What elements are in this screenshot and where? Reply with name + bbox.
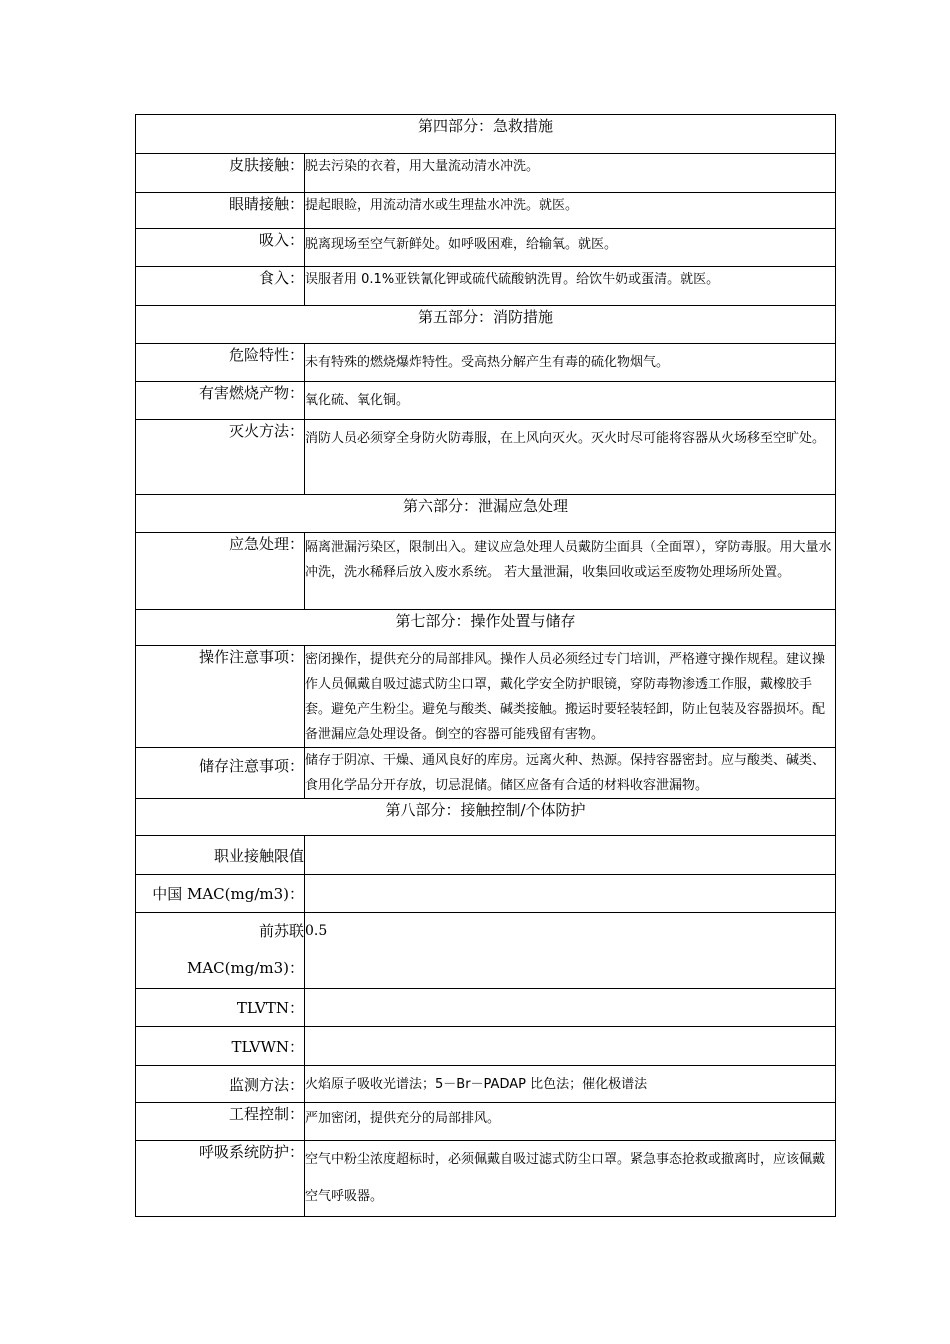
engineering-value: 严加密闭，提供充分的局部排风。 (305, 1103, 836, 1141)
emergency-value: 隔离泄漏污染区，限制出入。建议应急处理人员戴防尘面具（全面罩），穿防毒服。用大量水冲洗，洗水稀释后放入废水系统。 若大量泄漏，收集回收或运至废物处理场所处置。 (305, 533, 836, 610)
table-row (136, 193, 836, 229)
eye-contact-value: 提起眼睑，用流动清水或生理盐水冲洗。就医。 (305, 193, 836, 229)
section-6-title: 第六部分：泄漏应急处理 (136, 495, 836, 533)
oel-label: 职业接触限值 (136, 836, 305, 875)
storage-label: 储存注意事项： (136, 748, 305, 799)
monitoring-reagent: 5－Br－PADAP (435, 1076, 526, 1092)
ussr-mac-label-line1: 前苏联 (258, 922, 304, 940)
tlvtn-label: TLVTN： (136, 989, 305, 1027)
skin-contact-value: 脱去污染的衣着，用大量流动清水冲洗。 (305, 154, 836, 193)
table-row (136, 382, 836, 420)
extinguish-label: 灭火方法： (136, 420, 305, 495)
table-row (136, 420, 836, 495)
table-row (136, 1141, 836, 1217)
ingestion-label: 食入： (136, 267, 305, 306)
inhalation-value: 脱离现场至空气新鲜处。如呼吸困难，给输氧。就医。 (305, 229, 836, 267)
ussr-mac-value: 0.5 (305, 913, 836, 989)
eye-contact-label: 眼睛接触： (136, 193, 305, 229)
table-row (136, 989, 836, 1027)
table-row (136, 1066, 836, 1103)
table-row (136, 646, 836, 748)
operation-label: 操作注意事项： (136, 646, 305, 748)
section-4-title: 第四部分：急救措施 (136, 115, 836, 154)
section-header-row (136, 799, 836, 836)
monitoring-text-a: 火焰原子吸收光谱法； (305, 1076, 436, 1092)
table-row (136, 267, 836, 306)
respiratory-value: 空气中粉尘浓度超标时，必须佩戴自吸过滤式防尘口罩。紧急事态抢救或撤离时，应该佩戴空气呼吸器。 (305, 1141, 836, 1217)
skin-contact-label: 皮肤接触： (136, 154, 305, 193)
section-5-title: 第五部分：消防措施 (136, 306, 836, 344)
section-header-row (136, 115, 836, 154)
ingestion-text-b: 亚铁氰化钾或硫代硫酸钠洗胃。给饮牛奶或蛋清。就医。 (394, 272, 720, 287)
table-row (136, 1027, 836, 1066)
msds-table (135, 114, 836, 1217)
emergency-label: 应急处理： (136, 533, 305, 610)
operation-value: 密闭操作，提供充分的局部排风。操作人员必须经过专门培训，严格遵守操作规程。建议操作人员佩戴自吸过滤式防尘口罩，戴化学安全防护眼镜，穿防毒物渗透工作服，戴橡胶手套。避免产生粉尘。避免与酸类、碱类接触。搬运时要轻装轻卸，防止包装及容器损坏。配备泄漏应急处理设备。倒空的容器可能残留有害物。 (305, 646, 836, 748)
table-row (136, 748, 836, 799)
section-header-row (136, 610, 836, 646)
ussr-mac-label-line2: MAC(mg/m3)： (186, 959, 304, 977)
ussr-mac-label (136, 913, 305, 989)
table-row (136, 533, 836, 610)
hazard-value: 未有特殊的燃烧爆炸特性。受高热分解产生有毒的硫化物烟气。 (305, 344, 836, 382)
china-mac-label: 中国 MAC(mg/m3)： (136, 875, 305, 913)
engineering-label: 工程控制： (136, 1103, 305, 1141)
tlvtn-value (305, 989, 836, 1027)
storage-value: 储存于阴凉、干燥、通风良好的库房。远离火种、热源。保持容器密封。应与酸类、碱类、食用化学品分开存放，切忌混储。储区应备有合适的材料收容泄漏物。 (305, 748, 836, 799)
table-row (136, 875, 836, 913)
oel-value (305, 836, 836, 875)
table-row (136, 229, 836, 267)
ingestion-concentration: 0.1% (361, 272, 395, 287)
ingestion-text-a: 误服者用 (305, 272, 362, 287)
section-header-row (136, 306, 836, 344)
table-row (136, 154, 836, 193)
respiratory-label: 呼吸系统防护： (136, 1141, 305, 1217)
monitoring-value (305, 1066, 836, 1103)
table-row (136, 913, 836, 989)
tlvwn-value (305, 1027, 836, 1066)
table-row (136, 836, 836, 875)
monitoring-text-b: 比色法；催化极谱法 (525, 1076, 648, 1092)
inhalation-label: 吸入： (136, 229, 305, 267)
section-header-row (136, 495, 836, 533)
hazard-label: 危险特性： (136, 344, 305, 382)
table-row (136, 344, 836, 382)
china-mac-value (305, 875, 836, 913)
section-8-title: 第八部分：接触控制/个体防护 (136, 799, 836, 836)
ingestion-value (305, 267, 836, 306)
extinguish-value: 消防人员必须穿全身防火防毒服，在上风向灭火。灭火时尽可能将容器从火场移至空旷处。 (305, 420, 836, 495)
monitoring-label: 监测方法： (136, 1066, 305, 1103)
combustion-products-value: 氧化硫、氧化铜。 (305, 382, 836, 420)
tlvwn-label: TLVWN： (136, 1027, 305, 1066)
combustion-products-label: 有害燃烧产物： (136, 382, 305, 420)
table-row (136, 1103, 836, 1141)
section-7-title: 第七部分：操作处置与储存 (136, 610, 836, 646)
